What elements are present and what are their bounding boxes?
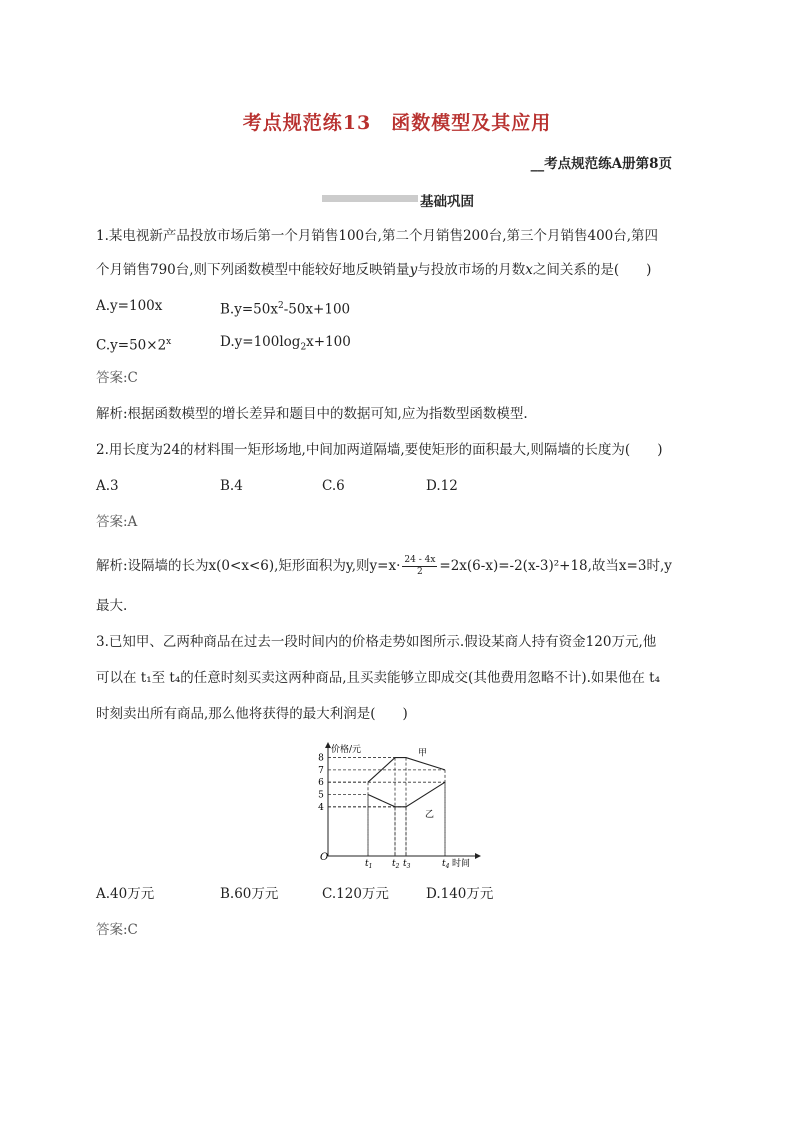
q1-option-c: $C.y=50\times 2^x$	[96, 337, 172, 354]
x-tick-label: $t_4$	[442, 859, 450, 870]
q1-options-row2	[96, 332, 696, 352]
series-label-0: 甲	[418, 748, 428, 759]
q3-option-a: A.40万元	[96, 886, 155, 902]
y-tick-label: 5	[318, 790, 324, 801]
q1-stem-line1: 1.某电视新产品投放市场后第一个月销售100台,第二个月销售200台,第三个月销售400台,第四	[96, 228, 659, 244]
q1-options-row1	[96, 296, 696, 316]
q1-stem-part-b: 与投放市场的月数	[417, 262, 526, 278]
section-label: 基础巩固	[420, 194, 474, 210]
series-line-1	[368, 782, 445, 807]
q2-answer: 答案:A	[96, 514, 138, 530]
q1-var-x: x	[525, 262, 533, 278]
y-axis-label: 价格/元	[331, 745, 362, 755]
q1-option-a: A.y=100x	[96, 298, 163, 314]
q2-option-b: B.4	[220, 478, 243, 494]
q3-options	[96, 884, 696, 904]
q2-option-c: C.6	[322, 478, 345, 494]
y-tick-label: 6	[318, 778, 324, 789]
q3-option-b: B.60万元	[220, 886, 279, 902]
q1-var-y: y	[409, 262, 418, 278]
q2-options	[96, 476, 696, 496]
section-bar	[322, 195, 418, 202]
q1-stem-part-c: 之间关系的是( )	[532, 262, 652, 278]
y-tick-label: 4	[318, 802, 324, 813]
q3-stem-line1: 3.已知甲、乙两种商品在过去一段时间内的价格走势如图所示.假设某商人持有资金120万元,他	[96, 634, 657, 650]
q2-option-a: A.3	[96, 478, 119, 494]
x-axis-arrow	[475, 853, 481, 859]
y-tick-label: 7	[318, 765, 324, 776]
q3-stem-line3: 时刻卖出所有商品,那么他将获得的最大利润是( )	[96, 706, 408, 722]
q1-analysis: 解析:根据函数模型的增长差异和题目中的数据可知,应为指数型函数模型.	[96, 406, 528, 422]
series-label-1: 乙	[425, 809, 435, 820]
q3-answer: 答案:C	[96, 922, 138, 938]
y-tick-label: 8	[318, 753, 324, 764]
page-title: 考点规范练13 函数模型及其应用	[242, 112, 552, 134]
q2-analysis-line1	[96, 555, 672, 578]
section-heading	[0, 190, 794, 208]
q2-analysis-line2: 最大.	[96, 598, 128, 614]
x-tick-label: $t_3$	[403, 859, 411, 870]
x-tick-label: $t_1$	[365, 859, 373, 870]
q3-stem-line2: 可以在 t₁至 t₄的任意时刻买卖这两种商品,且买卖能够立即成交(其他费用忽略不计).如果他在 t₄	[96, 670, 660, 686]
q2-option-d: D.12	[426, 478, 458, 494]
q1-stem-part-a: 个月销售790台,则下列函数模型中能较好地反映销量	[96, 262, 410, 278]
q2-analysis-part-b: =2x(6-x)=-2(x-3)²+18,故当x=3时,y	[439, 558, 672, 574]
price-trend-chart	[300, 742, 490, 872]
origin-label: O	[320, 852, 329, 863]
x-axis-label: 时间	[452, 859, 471, 869]
book-page-reference: __考点规范练A册第8页	[530, 156, 672, 172]
q1-option-d: $D.y=100\log_2x+100$	[220, 334, 351, 353]
q1-answer: 答案:C	[96, 370, 138, 386]
q2-analysis-part-a: 解析:设隔墙的长为x(0<x<6),矩形面积为y,则y=x·	[96, 558, 401, 574]
q2-stem: 2.用长度为24的材料围一矩形场地,中间加两道隔墙,要使矩形的面积最大,则隔墙的长度为( )	[96, 442, 663, 458]
q3-option-c: C.120万元	[322, 886, 389, 902]
x-tick-label: $t_2$	[392, 859, 400, 870]
q1-stem-line2	[96, 260, 651, 280]
q1-option-b: $B.y=50x^2-50x+100$	[220, 301, 351, 318]
q2-fraction: $\frac{24 - 4x}{2}$	[404, 555, 436, 577]
q3-option-d: D.140万元	[426, 886, 494, 902]
